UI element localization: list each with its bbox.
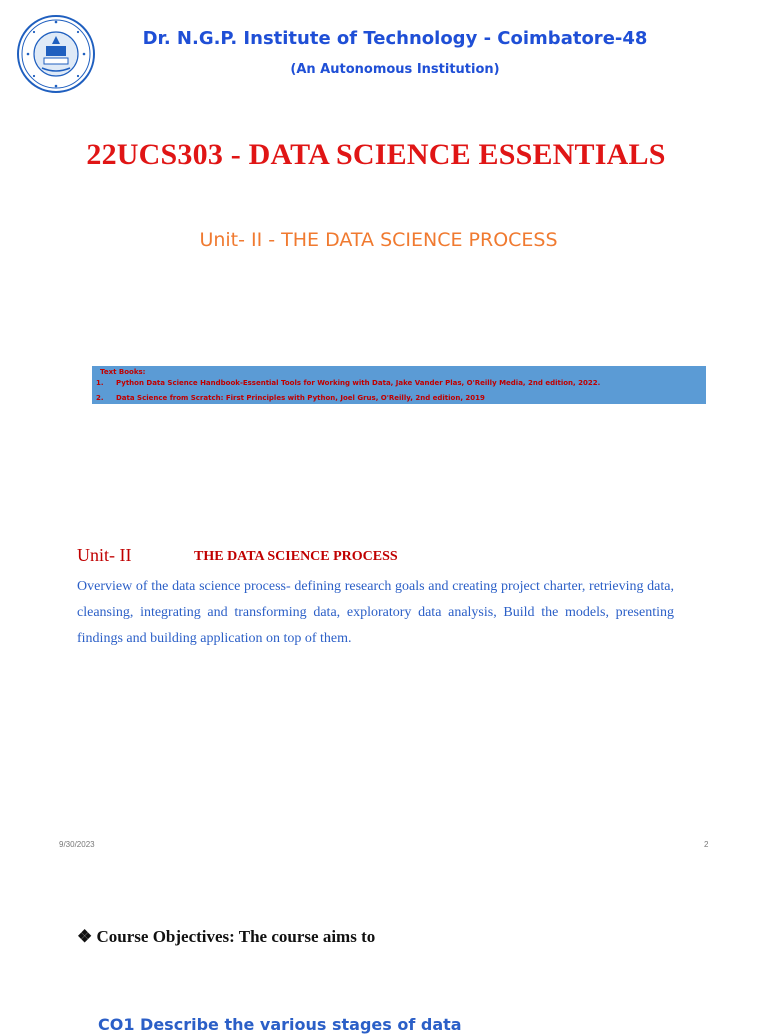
next-slide-partial-text: CO1 Describe the various stages of data xyxy=(98,1015,462,1034)
textbook-number: 1. xyxy=(96,379,104,387)
textbook-text: Python Data Science Handbook-Essential Tools for Working with Data, Jake Vander Plas, O'Reilly Media, 2nd edition, 2022. xyxy=(116,379,601,387)
unit-label: Unit- II xyxy=(77,545,132,565)
textbooks-box xyxy=(92,366,706,404)
textbooks-heading: Text Books: xyxy=(100,368,146,376)
textbook-number: 2. xyxy=(96,394,104,402)
diamond-bullet-icon: ❖ xyxy=(77,927,93,946)
unit-title: Unit- II - THE DATA SCIENCE PROCESS xyxy=(199,229,558,251)
institution-name: Dr. N.G.P. Institute of Technology - Coimbatore-48 xyxy=(142,28,648,49)
footer-page-number: 2 xyxy=(704,840,709,849)
course-objectives-heading xyxy=(77,927,375,947)
course-objectives-text: Course Objectives: The course aims to xyxy=(96,927,376,946)
institution-subtitle: (An Autonomous Institution) xyxy=(290,62,500,77)
textbook-item xyxy=(96,378,600,388)
course-title: 22UCS303 - DATA SCIENCE ESSENTIALS xyxy=(86,138,666,171)
college-seal-icon xyxy=(16,14,96,94)
textbook-item xyxy=(96,393,485,403)
unit-overview: Overview of the data science process- defining research goals and creating project charter, retrieving data, cleansing, integrating and transforming data, exploratory data analysis, Build the models, presenting findings and building application on top of them. xyxy=(77,579,674,646)
footer-date: 9/30/2023 xyxy=(59,840,95,849)
textbook-text: Data Science from Scratch: First Principles with Python, Joel Grus, O'Reilly, 2nd edition, 2019 xyxy=(116,394,485,402)
unit-heading-title: THE DATA SCIENCE PROCESS xyxy=(194,549,398,564)
